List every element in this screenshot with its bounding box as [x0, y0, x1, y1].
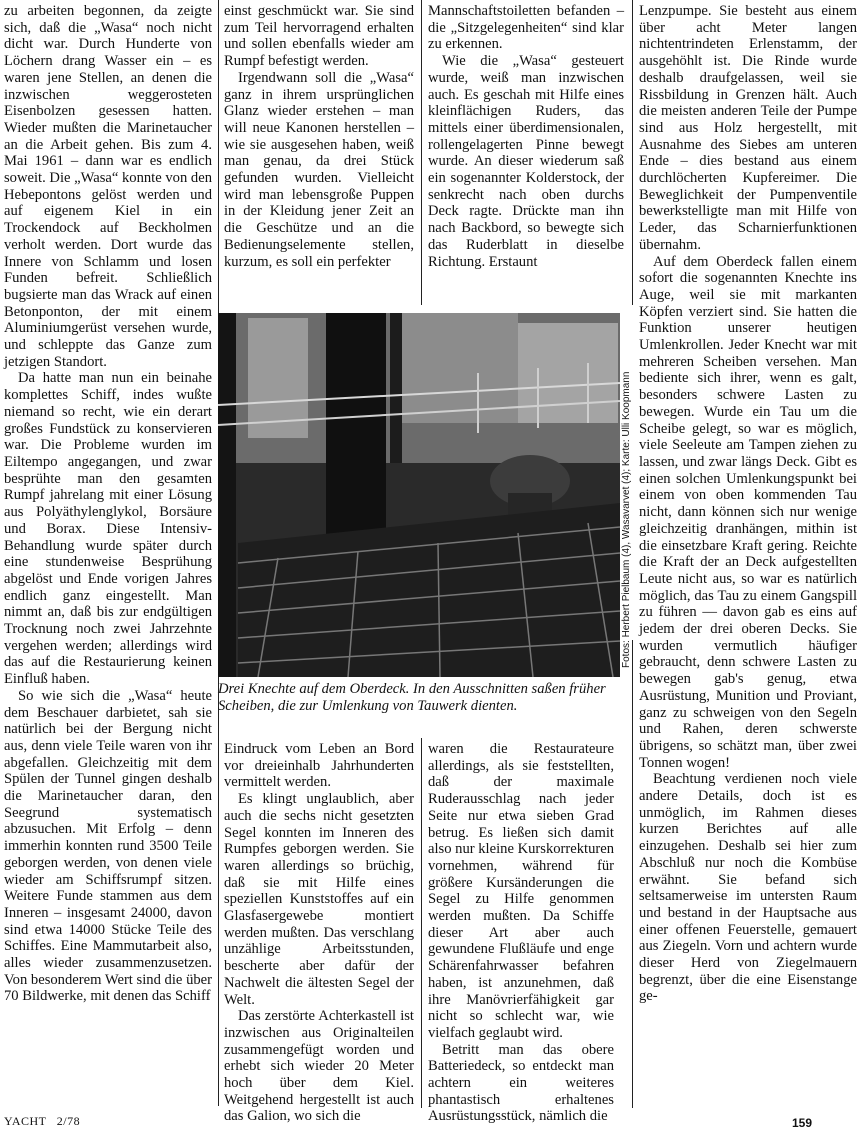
paragraph: So wie sich die „Wasa“ heute dem Beschauer darbietet, sah sie natürlich bei der Bergung nicht aus, denn viele Teile waren von ihr abgefallen. Gleichzeitig mit dem Spülen der Tunnel gingen deshalb die Marinetaucher daran, den Seegrund systematisch abzusuchen. Mit Erfolg – denn immerhin konnten rund 3500 Teile geborgen werden, von denen viele wieder am Schiffsrumpf sitzen. Weitere Funde stammen aus dem Inneren – insgesamt 24000, davon sind etwa 14000 Stücke Teile des Schiffes. Eine Mammutarbeit also, alles wieder zusammenzusetzen. Von besonderem Wert sind die über 70 Bildwerke, mit denen das Schiff: [4, 687, 212, 1005]
paragraph: Mannschaftstoiletten befanden – die „Sitzgelegenheiten“ sind klar zu erkennen.: [428, 3, 624, 53]
column-3-top: [428, 3, 624, 270]
column-rule-2: [421, 0, 422, 305]
deck-photo: [218, 313, 620, 677]
page-number: 159: [791, 1116, 812, 1130]
column-rule-2b: [421, 738, 422, 1108]
paragraph: Betritt man das obere Batteriedeck, so entdeckt man achtern ein weiteres phantastisch erhaltenes Ausrüstungsstück, nämlich die: [428, 1041, 614, 1125]
column-rule-3: [632, 0, 633, 305]
column-2-bottom: [224, 741, 414, 1125]
photo-caption: Drei Knechte auf dem Oberdeck. In den Ausschnitten saßen früher Scheiben, die zur Umlenkung von Tauwerk dienten.: [218, 681, 606, 714]
paragraph: Es klingt unglaublich, aber auch die sechs nicht gesetzten Segel konnten im Inneren des Rumpfes geborgen werden. Sie waren allerdings so brüchig, daß sie mit Hilfe eines speziellen Kunststoffes auf ein Glasfasergewebe montiert werden mußten. Das verschlang unzählige Arbeitsstunden, bescherte aber dafür der Nachwelt die ältesten Segel der Welt.: [224, 791, 414, 1008]
photo-credit: [621, 371, 633, 1028]
paragraph: einst geschmückt war. Sie sind zum Teil hervorragend erhalten und sollen ebenfalls wieder am Rumpf befestigt werden.: [224, 3, 414, 70]
issue-number: 2/78: [56, 1114, 81, 1128]
paragraph: Da hatte man nun ein beinahe komplettes Schiff, indes wußte niemand so recht, wie ein derart großes Fundstück zu konservieren war. Die Probleme wurden im Eiltempo angegangen, und zwar besprühte man den gesamten Rumpf jahrelang mit einer Lösung aus Polyäthylenglykol, Borsäure und Borax. Diese Intensiv-Behandlung wurde später durch eine stundenweise Besprühung abgelöst und Ende vorigen Jahres endlich ganz eingestellt. Man nimmt an, daß bis zur endgültigen Trocknung noch zwei Jahrzehnte vergehen werden; allerdings wird das auf die Restaurierung keinen Einfluß haben.: [4, 370, 212, 688]
paragraph: zu arbeiten begonnen, da zeigte sich, daß die „Wasa“ noch nicht dicht war. Durch Hunderte von Löchern drang Wasser ein – es waren jene Stellen, an denen die inzwischen weggerosteten Eisenbolzen gesessen hatten. Wieder mußten die Marinetaucher an die Arbeit gehen. Bis zum 4. Mai 1961 – dann war es endlich soweit. Die „Wasa“ konnte von den Hebepontons gelöst werden und auf eigenem Kiel in ein Trockendock auf Beckholmen verholt werden. Dort wurde das Innere von Schlamm und losen Funden befreit. Schließlich bugsierte man das Wrack auf einen Betonponton, der mit einem Aluminiumgerüst versehen wurde, und schleppte das Ganze zum jetzigen Standort.: [4, 3, 212, 370]
column-1: [4, 3, 212, 1005]
paragraph: Irgendwann soll die „Wasa“ ganz in ihrem ursprünglichen Glanz wieder erstehen – man will neue Kanonen herstellen – wie sie ausgesehen haben, weiß man genau, da drei Stück gefunden wurden. Vielleicht wird man lebensgroße Puppen in der Kleidung jener Zeit an die Geschütze und an die Bedienungselemente stellen, kurzum, es soll ein perfekter: [224, 69, 414, 270]
magazine-name: YACHT: [4, 1114, 47, 1128]
paragraph: Auf dem Oberdeck fallen einem sofort die sogenannten Knechte ins Auge, weil sie mit markanten Köpfen verziert sind. Sie hatten die Funktion unserer heutigen Umlenkrollen. Jeder Knecht war mit mehreren Scheiben versehen. Man bediente sich ihrer, wenn es galt, besonders schwere Lasten zu bewegen. Wurde ein Tau um die Scheibe gelegt, so war es möglich, viele Seeleute am Tampen ziehen zu lassen, und zwar längs Deck. Gibt es einen solchen Umlenkungspunkt bei einem von oben kommenden Tau nicht, dann können sich nur wenige gleichzeitig dranhängen, mithin ist die einsetzbare Kraft gering. Reichte die Kraft der an Deck aufgestellten Leute nicht aus, so war es natürlich möglich, das Tau zu einem Gangspill zu führen — davon gab es eins auf jedem der drei oberen Decks. Sie wurden vermutlich häufiger gebraucht, denn schwere Lasten zu bewegen gab's genug, etwa Ausrüstung, Munition und Proviant, ganz zu schweigen von den Segeln und Rahen, deren schwerste übrigens, so schätzt man, über zwei Tonnen wogen!: [639, 253, 857, 771]
column-4: [639, 3, 857, 1005]
paragraph: waren die Restaurateure allerdings, als sie feststellten, daß der maximale Ruderausschlag nach jeder Seite nur etwa sieben Grad betrug. Es ließen sich damit also nur kleine Kurskorrekturen vornehmen, während für größere Kursänderungen die Segel zu Hilfe genommen werden mußten. Da Schiffe dieser Art aber auch gewundene Flußläufe und enge Schärenfahrwasser befahren haben, ist anzunehmen, daß ihre Manövrierfähigkeit gar nicht so schlecht war, wie vielfach geglaubt wird.: [428, 741, 615, 1041]
column-3-bottom: [428, 741, 614, 1125]
paragraph: Beachtung verdienen noch viele andere Details, doch ist es unmöglich, im Rahmen dieses kurzen Berichtes auf alle einzugehen. Deshalb sei hier zum Abschluß nur noch die Kombüse erwähnt. Sie befand sich seltsamerweise im untersten Raum und bestand in der Hauptsache aus einer offenen Feuerstelle, gemauert aus Ziegeln. Vorn und achtern wurde dieser Herd von Ziegelmauern begrenzt, über die eine Eisenstange ge-: [639, 771, 857, 1005]
paragraph: Eindruck vom Leben an Bord vor dreieinhalb Jahrhunderten vermittelt werden.: [224, 741, 414, 791]
column-2-top: [224, 3, 414, 270]
paragraph: Wie die „Wasa“ gesteuert wurde, weiß man inzwischen auch. Es geschah mit Hilfe eines kleinflächigen Ruders, das mittels einer überdimensionalen, rollengelagerten Pinne bewegt wurde. An dieser wiederum saß ein sogenannter Kolderstock, der senkrecht nach oben durchs Deck ragte. Drückte man ihn nach Backbord, so bewegte sich das Ruderblatt in dieselbe Richtung. Erstaunt: [428, 53, 624, 270]
footer-magazine: [4, 1114, 80, 1129]
paragraph: Das zerstörte Achterkastell ist inzwischen aus Originalteilen zusammengefügt worden und erhebt sich wieder 20 Meter hoch über dem Kiel. Weitgehend hergestellt ist auch das Galion, wo sich die: [224, 1008, 414, 1125]
paragraph: Lenzpumpe. Sie besteht aus einem über acht Meter langen nichtentrindeten Erlenstamm, der ausgehöhlt ist. Die Rinde wurde deshalb draufgelassen, weil sie Rissbildung in Grenzen hält. Auch die meisten anderen Teile der Pumpe sind aus Holz hergestellt, mit Ausnahme des Siebes am unteren Ende – dies bestand aus einem durchlöcherten Kupfereimer. Die Beweglichkeit der Pumpenventile bewerkstelligte man mit Hilfe von Leder, das Scharnierfunktionen übernahm.: [639, 3, 857, 253]
photo-credit-text: Fotos: Herbert Pielbaum (4), Wasavarvet (4); Karte: Ulli Koopmann: [621, 371, 632, 668]
